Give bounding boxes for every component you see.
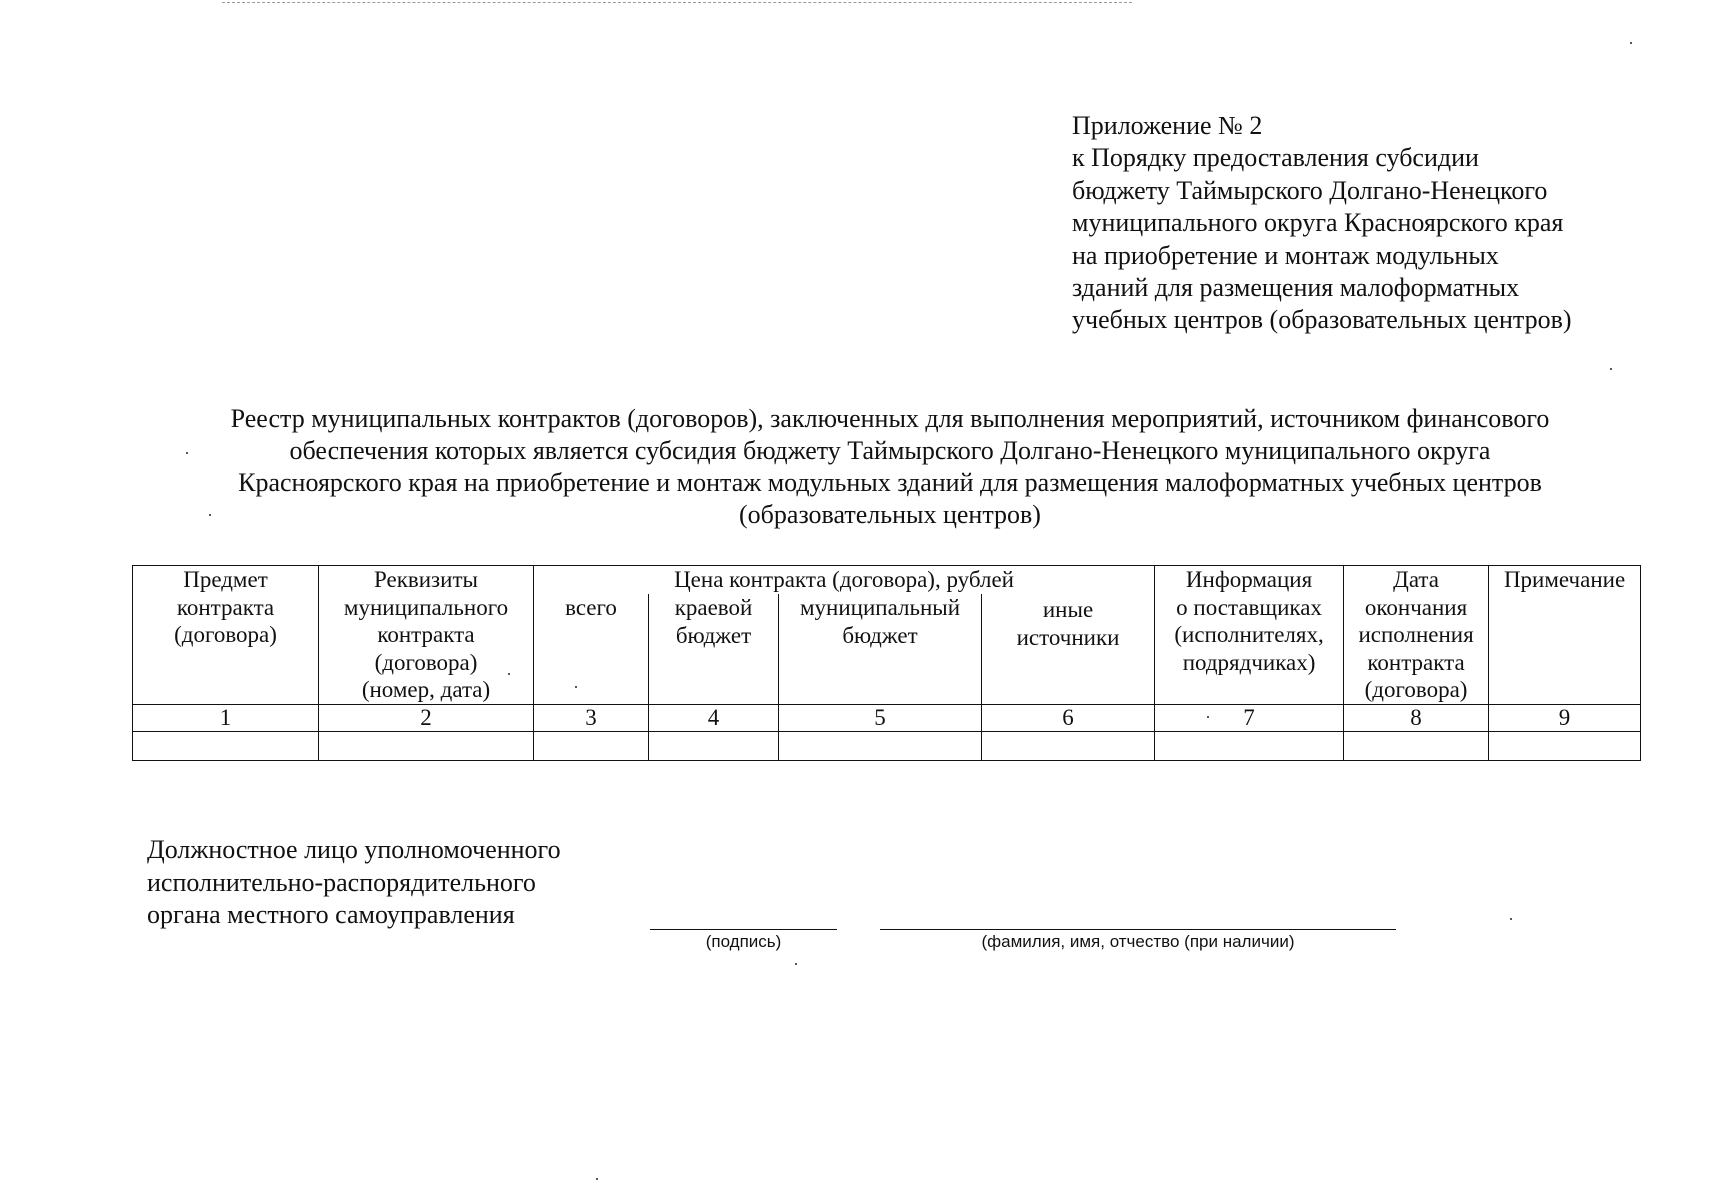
- title-line: Красноярского края на приобретение и монтаж модульных зданий для размещения малоформатных учебных центров: [238, 468, 1542, 497]
- column-number: 6: [982, 704, 1155, 731]
- title-line: обеспечения которых является субсидия бюджету Таймырского Долгано-Ненецкого муниципального округа: [289, 436, 1491, 465]
- column-number: 2: [319, 704, 534, 731]
- signature-line: [650, 929, 837, 930]
- appendix-line: муниципального округа Красноярского края: [1072, 208, 1564, 238]
- appendix-line: к Порядку предоставления субсидии: [1072, 143, 1479, 173]
- column-number: 8: [1344, 704, 1489, 731]
- full-name-line: [880, 929, 1396, 930]
- scan-speck: [186, 452, 188, 454]
- table-header-row: [133, 566, 1641, 595]
- scan-speck: [1207, 716, 1209, 718]
- official-title: Должностное лицо уполномоченного исполнительно-распорядительного органа местного самоуправления: [147, 835, 561, 929]
- table-cell: [779, 731, 982, 760]
- title-line: Реестр муниципальных контрактов (договоров), заключенных для выполнения мероприятий, источником финансового: [230, 404, 1550, 433]
- header-other-sources: иные источники: [982, 594, 1155, 704]
- header-requisites: Реквизиты муниципального контракта (договора) (номер, дата): [319, 566, 534, 705]
- contracts-registry-table: [132, 565, 1641, 761]
- column-number: 4: [649, 704, 779, 731]
- appendix-line: зданий для размещения малоформатных: [1072, 273, 1520, 303]
- top-scan-rule: [222, 2, 1132, 3]
- header-subject: Предмет контракта (договора): [133, 566, 319, 705]
- table-cell: [1344, 731, 1489, 760]
- table-cell: [534, 731, 649, 760]
- column-number: 3: [534, 704, 649, 731]
- table-cell: [1489, 731, 1641, 760]
- table-cell: [1155, 731, 1344, 760]
- header-suppliers-info: Информация о поставщиках (исполнителях, подрядчиках): [1155, 566, 1344, 705]
- scan-speck: [1510, 918, 1512, 920]
- appendix-line: на приобретение и монтаж модульных: [1072, 240, 1499, 270]
- appendix-line: учебных центров (образовательных центров): [1072, 305, 1572, 335]
- scan-speck: [1630, 42, 1632, 44]
- column-number: 9: [1489, 704, 1641, 731]
- header-municipal-budget: муниципальный бюджет: [779, 594, 982, 704]
- header-total: всего: [534, 594, 649, 704]
- column-number: 1: [133, 704, 319, 731]
- signature-caption: (подпись): [705, 932, 782, 951]
- appendix-line: бюджету Таймырского Долгано-Ненецкого: [1072, 175, 1548, 205]
- scan-speck: [209, 514, 211, 516]
- table-number-row: [133, 704, 1641, 731]
- scan-speck: [508, 673, 510, 675]
- full-name-caption: (фамилия, имя, отчество (при наличии): [981, 932, 1295, 951]
- document-title: [130, 403, 1650, 531]
- scan-speck: [575, 686, 577, 688]
- header-regional-budget: краевой бюджет: [649, 594, 779, 704]
- header-note: Примечание: [1489, 566, 1641, 705]
- table-cell: [982, 731, 1155, 760]
- table-cell: [319, 731, 534, 760]
- title-line: (образовательных центров): [739, 500, 1041, 529]
- appendix-line: Приложение № 2: [1072, 111, 1263, 140]
- scan-speck: [1610, 368, 1612, 370]
- scan-speck: [596, 1178, 598, 1180]
- header-contract-price: Цена контракта (договора), рублей: [534, 566, 1155, 595]
- table-cell: [649, 731, 779, 760]
- table-cell: [133, 731, 319, 760]
- header-end-date: Дата окончания исполнения контракта (договора): [1344, 566, 1489, 705]
- column-number: 7: [1155, 704, 1344, 731]
- column-number: 5: [779, 704, 982, 731]
- scan-speck: [795, 963, 797, 965]
- table-row: [133, 731, 1641, 760]
- appendix-header: [1072, 110, 1652, 337]
